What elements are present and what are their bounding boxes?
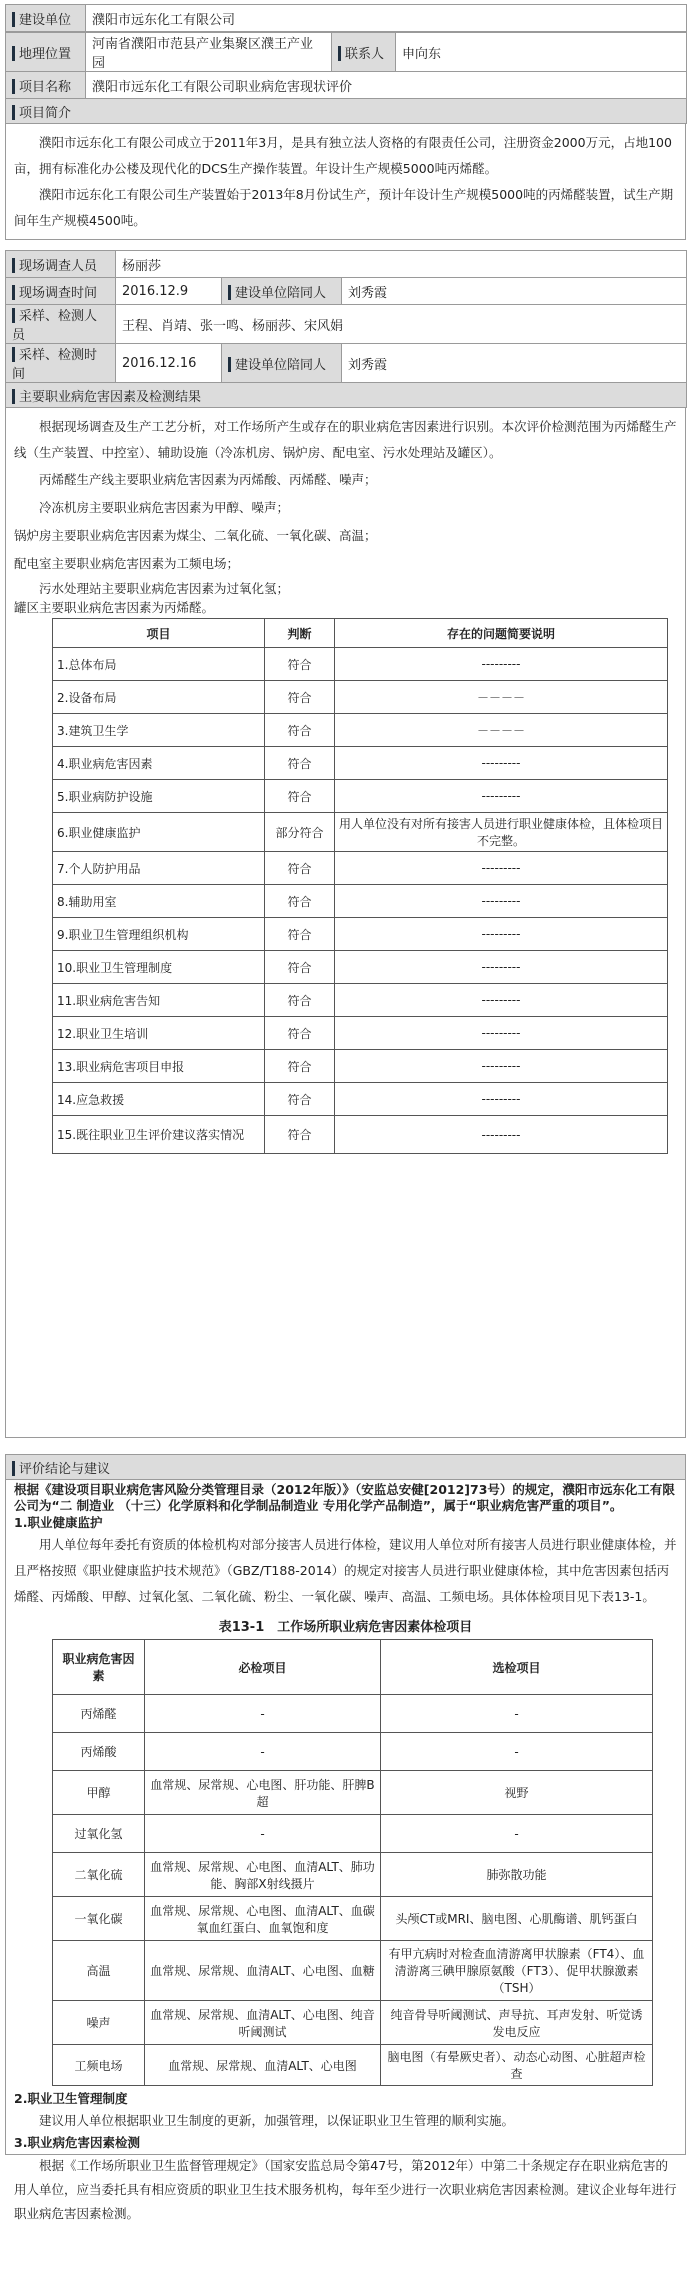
exam-row — [53, 2001, 653, 2045]
exam-optional: 纯音骨导听阈测试、声导抗、耳声发射、听觉诱发电反应 — [381, 2001, 653, 2045]
hazard-line-3: 锅炉房主要职业病危害因素为煤尘、二氧化硫、一氧化碳、高温； — [14, 528, 377, 543]
project-label: 项目名称 — [6, 72, 86, 99]
check-note: 用人单位没有对所有接害人员进行职业健康体检，且体检项目不完整。 — [335, 813, 668, 852]
exam-factor: 丙烯酸 — [53, 1733, 145, 1771]
exam-header-factor: 职业病危害因素 — [53, 1640, 145, 1695]
check-row — [53, 1116, 668, 1154]
exam-header-optional: 选检项目 — [381, 1640, 653, 1695]
check-row — [53, 648, 668, 681]
check-note: --------- — [335, 780, 668, 813]
exam-row — [53, 1897, 653, 1941]
exam-factor: 过氧化氢 — [53, 1815, 145, 1853]
check-note: --------- — [335, 1017, 668, 1050]
check-header-note: 存在的问题简要说明 — [335, 619, 668, 648]
exam-optional: 有甲亢病时对检查血清游离甲状腺素（FT4）、血清游离三碘甲腺原氨酸（FT3）、促甲状腺激素（TSH） — [381, 1941, 653, 2001]
check-judgement: 部分符合 — [265, 813, 335, 852]
check-row — [53, 1017, 668, 1050]
check-row — [53, 918, 668, 951]
check-judgement: 符合 — [265, 681, 335, 714]
exam-row — [53, 1941, 653, 2001]
check-judgement: 符合 — [265, 1017, 335, 1050]
exam-required: - — [145, 1815, 381, 1853]
eval-box — [5, 1480, 686, 2221]
check-item: 6.职业健康监护 — [53, 813, 265, 852]
check-note: --------- — [335, 984, 668, 1017]
report-page — [5, 4, 686, 2221]
check-judgement: 符合 — [265, 1050, 335, 1083]
exam-required: 血常规、尿常规、血清ALT、心电图、纯音听阈测试 — [145, 2001, 381, 2045]
check-item: 14.应急救援 — [53, 1083, 265, 1116]
check-row — [53, 852, 668, 885]
exam-required: - — [145, 1695, 381, 1733]
exam-factor: 工频电场 — [53, 2045, 145, 2086]
exam-factor: 丙烯醛 — [53, 1695, 145, 1733]
contact-value: 申向东 — [396, 33, 687, 72]
header-table — [5, 4, 687, 32]
exam-required: 血常规、尿常规、血清ALT、心电图 — [145, 2045, 381, 2086]
exam-required: 血常规、尿常规、心电图、肝功能、肝脾B超 — [145, 1771, 381, 1815]
exam-required: 血常规、尿常规、心电图、血清ALT、血碳氧血红蛋白、血氧饱和度 — [145, 1897, 381, 1941]
exam-optional: - — [381, 1695, 653, 1733]
exam-required: - — [145, 1733, 381, 1771]
check-note: --------- — [335, 1050, 668, 1083]
check-item: 8.辅助用室 — [53, 885, 265, 918]
eval-paragraph-1: 用人单位每年委托有资质的体检机构对部分接害人员进行体检，建议用人单位对所有接害人员进行职业健康体检，并且严格按照《职业健康监护技术规范》（GBZ/T188-2014）的规定对接害人员进行职业健康体检，其中危害因素包括丙烯醛、丙烯酸、甲醇、过氧化氢、二氧化硫、粉尘、一氧化碳、噪声、高温、工频电场。具体体检项目见下表13-1。 — [14, 1537, 677, 1604]
check-item: 5.职业病防护设施 — [53, 780, 265, 813]
check-item: 13.职业病危害项目申报 — [53, 1050, 265, 1083]
hazards-paragraph: 根据现场调查及生产工艺分析，对工作场所产生或存在的职业病危害因素进行识别。本次评价检测范围为丙烯醛生产线（生产装置、中控室）、辅助设施（冷冻机房、锅炉房、配电室、污水处理站及罐区）。 — [14, 419, 677, 460]
exam-optional: 头颅CT或MRI、脑电图、心肌酶谱、肌钙蛋白 — [381, 1897, 653, 1941]
exam-optional: 肺弥散功能 — [381, 1853, 653, 1897]
sample-time-label: 采样、检测时间 — [6, 344, 116, 383]
hazard-line-5: 污水处理站主要职业病危害因素为过氧化氢； — [39, 581, 290, 596]
investigator-label: 现场调查人员 — [6, 251, 116, 278]
escort2-label: 建设单位陪同人 — [222, 344, 342, 383]
check-row — [53, 951, 668, 984]
check-judgement: 符合 — [265, 780, 335, 813]
project-value: 濮阳市远东化工有限公司职业病危害现状评价 — [86, 72, 687, 99]
check-note: --------- — [335, 918, 668, 951]
intro-section-header: 项目简介 — [6, 99, 687, 124]
hazard-line-6: 罐区主要职业病危害因素为丙烯醛。 — [14, 600, 215, 615]
check-item: 12.职业卫生培训 — [53, 1017, 265, 1050]
check-judgement: 符合 — [265, 714, 335, 747]
check-note: --------- — [335, 1116, 668, 1154]
check-note: --------- — [335, 885, 668, 918]
eval-paragraph-2: 建议用人单位根据职业卫生制度的更新，加强管理，以保证职业卫生管理的顺利实施。 — [39, 2113, 515, 2128]
check-note: －－－－ — [335, 714, 668, 747]
exam-optional: 脑电图（有晕厥史者）、动态心动图、心脏超声检查 — [381, 2045, 653, 2086]
exam-row — [53, 1771, 653, 1815]
check-item: 15.既往职业卫生评价建议落实情况 — [53, 1116, 265, 1154]
exam-factor: 高温 — [53, 1941, 145, 2001]
check-item: 9.职业卫生管理组织机构 — [53, 918, 265, 951]
exam-factor: 一氧化碳 — [53, 1897, 145, 1941]
check-note: --------- — [335, 648, 668, 681]
check-header-judge: 判断 — [265, 619, 335, 648]
escort1-label: 建设单位陪同人 — [222, 278, 342, 305]
exam-factor: 甲醇 — [53, 1771, 145, 1815]
check-item: 3.建筑卫生学 — [53, 714, 265, 747]
hazard-line-1: 丙烯醛生产线主要职业病危害因素为丙烯酸、丙烯醛、噪声； — [39, 472, 377, 487]
exam-factor: 噪声 — [53, 2001, 145, 2045]
exam-optional: - — [381, 1815, 653, 1853]
intro-paragraph-1: 濮阳市远东化工有限公司成立于2011年3月，是具有独立法人资格的有限责任公司，注册资金2000万元，占地100亩，拥有标准化办公楼及现代化的DCS生产操作装置。年设计生产规模5000吨丙烯醛。 — [14, 135, 672, 176]
check-judgement: 符合 — [265, 1116, 335, 1154]
sample-time-value: 2016.12.16 — [116, 344, 222, 383]
hazard-line-2: 冷冻机房主要职业病危害因素为甲醇、噪声； — [39, 500, 290, 515]
eval-paragraph-3: 根据《工作场所职业卫生监督管理规定》（国家安监总局令第47号，第2012年）中第二十条规定存在职业病危害的用人单位，应当委托具有相应资质的职业卫生技术服务机构，每年至少进行一次职业病危害因素检测。建议企业每年进行职业病危害因素检测。 — [14, 2158, 677, 2221]
check-item: 4.职业病危害因素 — [53, 747, 265, 780]
check-judgement: 符合 — [265, 1083, 335, 1116]
hazards-section-header: 主要职业病危害因素及检测结果 — [6, 383, 687, 408]
survey-time-label: 现场调查时间 — [6, 278, 116, 305]
check-note: --------- — [335, 951, 668, 984]
check-judgement: 符合 — [265, 984, 335, 1017]
check-row — [53, 1083, 668, 1116]
exam-optional: 视野 — [381, 1771, 653, 1815]
exam-optional: - — [381, 1733, 653, 1771]
exam-factor: 二氧化硫 — [53, 1853, 145, 1897]
sampler-label: 采样、检测人员 — [6, 305, 116, 344]
investigator-value: 杨丽莎 — [116, 251, 687, 278]
check-table — [52, 618, 668, 1154]
check-row — [53, 1050, 668, 1083]
check-row — [53, 747, 668, 780]
check-row — [53, 813, 668, 852]
check-item: 2.设备布局 — [53, 681, 265, 714]
unit-label: 建设单位 — [6, 5, 86, 32]
eval-section-header: 评价结论与建议 — [6, 1455, 686, 1480]
sampler-value: 王程、肖靖、张一鸣、杨丽莎、宋风娟 — [116, 305, 687, 344]
check-row — [53, 780, 668, 813]
contact-label: 联系人 — [332, 33, 396, 72]
exam-table — [52, 1639, 653, 2086]
address-value: 河南省濮阳市范县产业集聚区濮王产业园 — [86, 33, 332, 72]
check-header-item: 项目 — [53, 619, 265, 648]
check-judgement: 符合 — [265, 648, 335, 681]
address-label: 地理位置 — [6, 33, 86, 72]
survey-table — [5, 250, 687, 408]
exam-required: 血常规、尿常规、血清ALT、心电图、血糖 — [145, 1941, 381, 2001]
escort2-value: 刘秀霞 — [342, 344, 687, 383]
survey-time-value: 2016.12.9 — [116, 278, 222, 305]
exam-required: 血常规、尿常规、心电图、血清ALT、肺功能、胸部X射线摄片 — [145, 1853, 381, 1897]
escort1-value: 刘秀霞 — [342, 278, 687, 305]
check-row — [53, 681, 668, 714]
check-judgement: 符合 — [265, 918, 335, 951]
exam-row — [53, 1853, 653, 1897]
eval-heading-2: 2.职业卫生管理制度 — [14, 2091, 128, 2106]
check-item: 10.职业卫生管理制度 — [53, 951, 265, 984]
intro-paragraph-2: 濮阳市远东化工有限公司生产装置始于2013年8月份试生产，预计年设计生产规模5000吨的丙烯醛装置，试生产期间年生产规模4500吨。 — [14, 187, 674, 228]
check-judgement: 符合 — [265, 885, 335, 918]
check-judgement: 符合 — [265, 747, 335, 780]
exam-header-required: 必检项目 — [145, 1640, 381, 1695]
unit-value: 濮阳市远东化工有限公司 — [86, 5, 687, 32]
check-row — [53, 984, 668, 1017]
check-note: --------- — [335, 747, 668, 780]
exam-row — [53, 1695, 653, 1733]
eval-heading-3: 3.职业病危害因素检测 — [14, 2135, 140, 2150]
exam-row — [53, 2045, 653, 2086]
check-row — [53, 714, 668, 747]
check-row — [53, 885, 668, 918]
check-item: 1.总体布局 — [53, 648, 265, 681]
check-item: 11.职业病危害告知 — [53, 984, 265, 1017]
exam-row — [53, 1815, 653, 1853]
hazard-line-4: 配电室主要职业病危害因素为工频电场； — [14, 556, 240, 571]
eval-heading-1: 1.职业健康监护 — [14, 1515, 103, 1530]
check-item: 7.个人防护用品 — [53, 852, 265, 885]
check-judgement: 符合 — [265, 951, 335, 984]
check-note: --------- — [335, 1083, 668, 1116]
check-judgement: 符合 — [265, 852, 335, 885]
eval-table — [5, 1454, 686, 1480]
exam-table-caption: 表13-1 工作场所职业病危害因素体检项目 — [218, 1620, 473, 1635]
exam-row — [53, 1733, 653, 1771]
check-note: －－－－ — [335, 681, 668, 714]
intro-box — [5, 124, 686, 240]
eval-conclusion: 根据《建设项目职业病危害风险分类管理目录（2012年版）》（安监总安健[2012]73号）的规定，濮阳市远东化工有限公司为“二 制造业 （十三）化学原料和化学制品制造业 专用化学产品制造”，属于“职业病危害严重的项目”。 — [14, 1482, 675, 1513]
address-table — [5, 32, 687, 124]
check-note: --------- — [335, 852, 668, 885]
hazards-box — [5, 408, 686, 1438]
